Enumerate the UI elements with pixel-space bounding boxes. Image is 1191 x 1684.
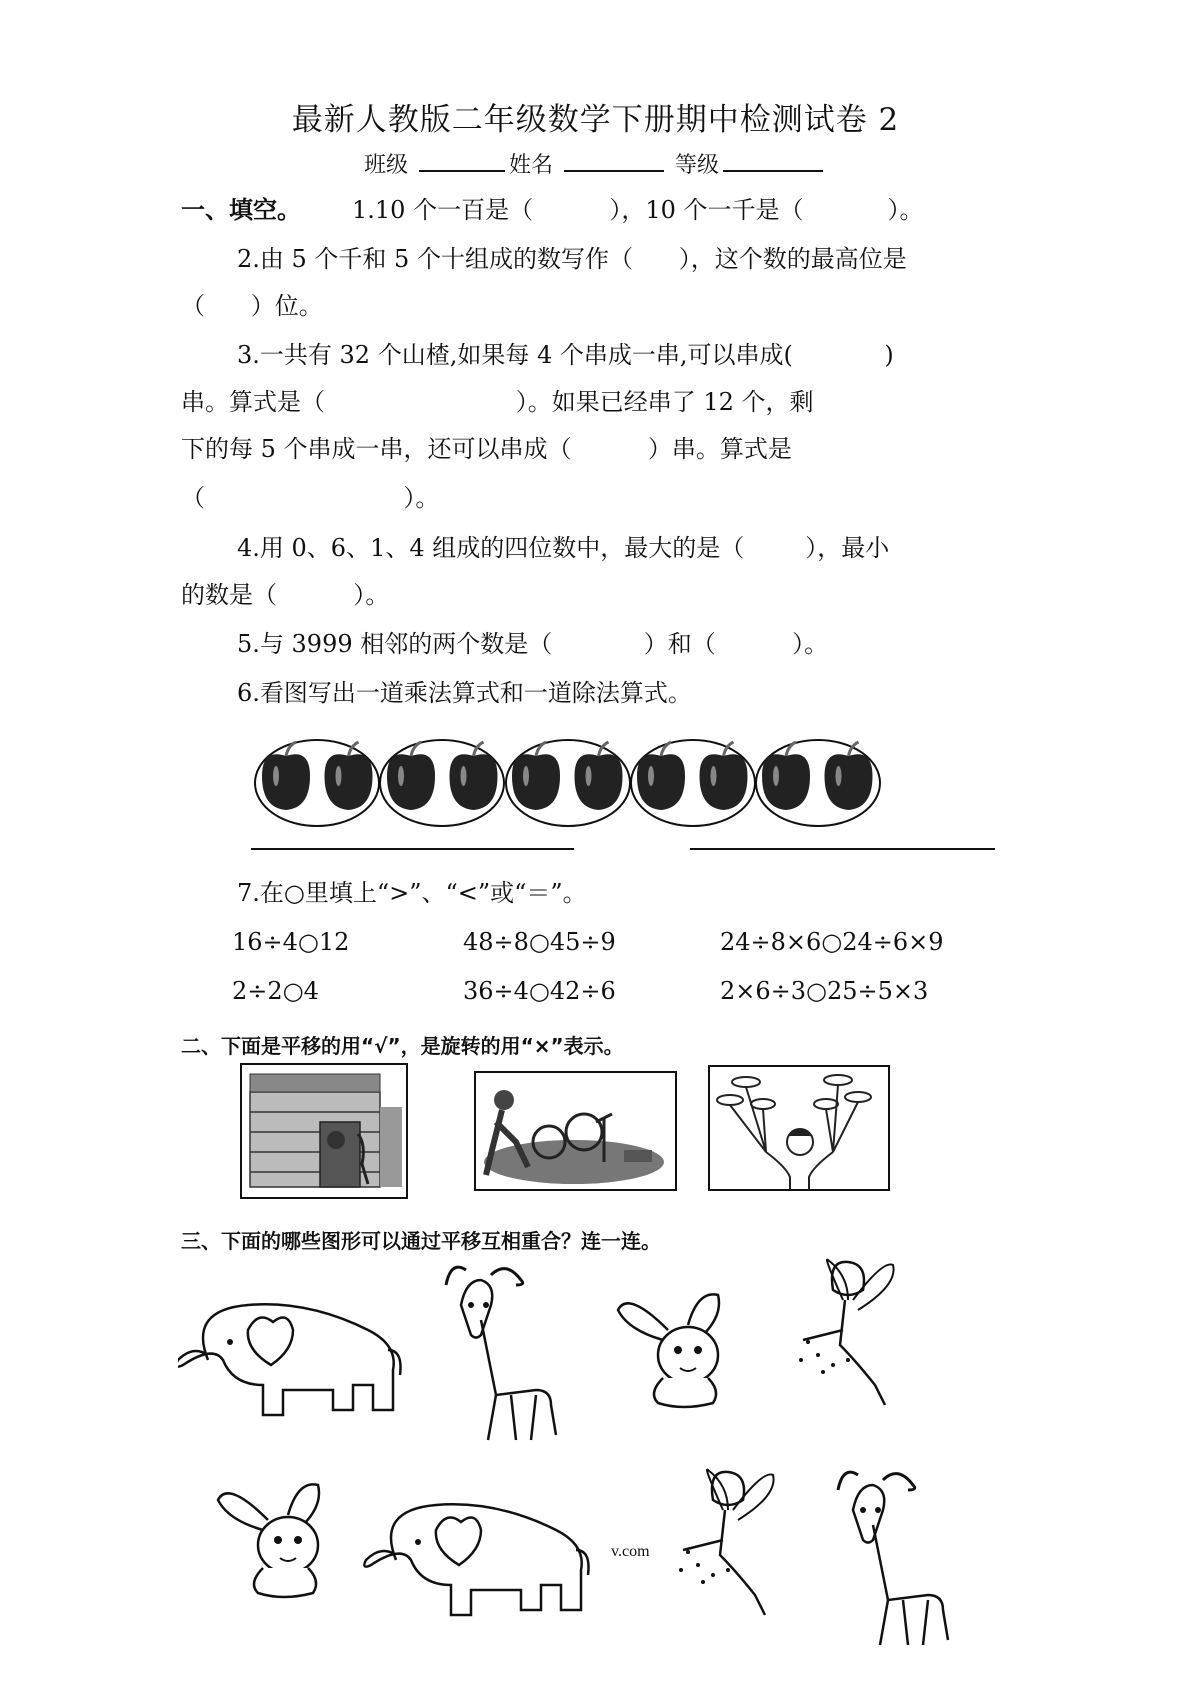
apple-icon [325, 742, 373, 810]
comparison-2-1: 2÷2○4 [232, 977, 319, 1005]
elephant-bottom [364, 1504, 588, 1615]
question-7: 7.在○里填上“>”、“<”或“＝”。 [237, 879, 587, 907]
name-blank[interactable] [564, 150, 664, 172]
comparison-1-3: 24÷8×6○24÷6×9 [720, 928, 944, 956]
watermark-text: v.com [611, 1543, 650, 1560]
question-2-line1: 2.由 5 个千和 5 个十组成的数写作（ ），这个数的最高位是 [237, 245, 907, 273]
question-3-line2: 串。算式是（ ）。如果已经串了 12 个，剩 [181, 388, 814, 416]
comparison-1-2: 48÷8○45÷9 [463, 928, 616, 956]
section2-heading: 二、下面是平移的用“√”，是旋转的用“×”表示。 [181, 1034, 624, 1058]
building-door-picture [241, 1064, 407, 1198]
plate-spinning-picture [709, 1066, 889, 1190]
section1-heading: 一、填空。 [181, 196, 301, 224]
apple-icon [762, 742, 810, 810]
class-blank[interactable] [419, 150, 505, 172]
deer-top [446, 1267, 556, 1440]
section3-heading: 三、下面的哪些图形可以通过平移互相重合？连一连。 [181, 1229, 661, 1253]
apple-icon [262, 742, 310, 810]
page-title: 最新人教版二年级数学下册期中检测试卷 2 [291, 102, 900, 138]
apple-groups-figure [250, 728, 900, 828]
comparison-1-1: 16÷4○12 [232, 928, 350, 956]
elephant-top-left [178, 1304, 401, 1415]
question-3-line1: 3.一共有 32 个山楂,如果每 4 个串成一串,可以串成( ) [237, 341, 894, 369]
class-label: 班级 [363, 153, 408, 178]
motion-pictures-strip [240, 1062, 938, 1200]
apple-icon [637, 742, 685, 810]
bicycle-repair-picture [475, 1072, 676, 1190]
grade-label: 等级 [675, 153, 720, 178]
question-6: 6.看图写出一道乘法算式和一道除法算式。 [237, 679, 692, 707]
apple-icon [700, 742, 748, 810]
apple-icon [512, 742, 560, 810]
question-4-line2: 的数是（ ）。 [181, 581, 390, 609]
question-3-line4: （ ）。 [181, 484, 440, 512]
question-5: 5.与 3999 相邻的两个数是（ ）和（ ）。 [237, 630, 829, 658]
rabbit-bottom [218, 1484, 319, 1597]
animal-matching-figure [178, 1250, 998, 1680]
apple-icon [825, 742, 873, 810]
question-1: 1.10 个一百是（ ），10 个一千是（ ）。 [352, 196, 924, 224]
rabbit-top [618, 1294, 719, 1407]
question-2-line2: （ ）位。 [181, 292, 323, 320]
question-3-line3: 下的每 5 个串成一串，还可以串成（ ）串。算式是 [181, 435, 792, 463]
deer-bottom [838, 1472, 948, 1645]
grade-blank[interactable] [723, 150, 823, 172]
division-answer-line[interactable] [690, 848, 995, 850]
name-label: 姓名 [508, 153, 553, 178]
fairy-top [799, 1260, 894, 1406]
apple-icon [575, 742, 623, 810]
comparison-2-2: 36÷4○42÷6 [463, 977, 616, 1005]
comparison-2-3: 2×6÷3○25÷5×3 [720, 977, 929, 1005]
student-info-row [0, 148, 1191, 179]
question-4-line1: 4.用 0、6、1、4 组成的四位数中，最大的是（ ），最小 [237, 534, 890, 562]
fairy-bottom [679, 1470, 774, 1616]
apple-icon [387, 742, 435, 810]
apple-icon [450, 742, 498, 810]
multiplication-answer-line[interactable] [251, 848, 574, 850]
